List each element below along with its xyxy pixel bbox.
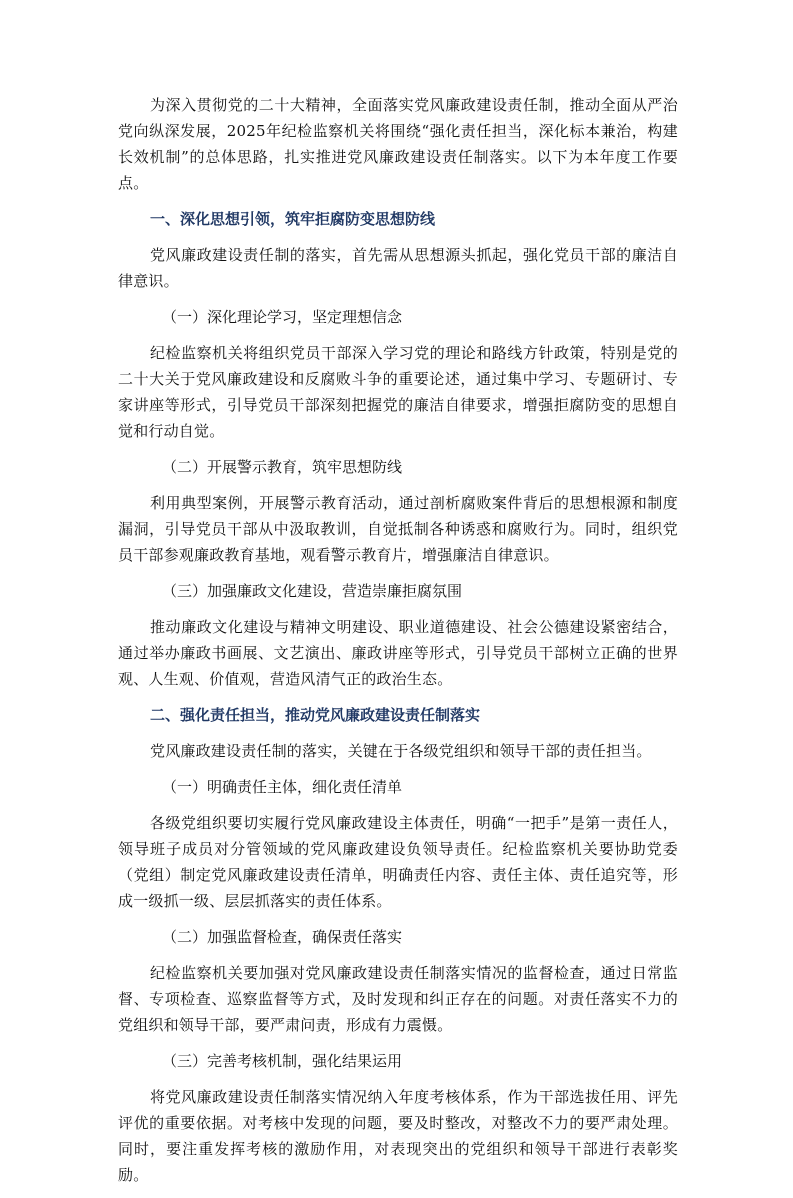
section2-sub3-title: （三）完善考核机制，强化结果运用 — [162, 1052, 403, 1070]
section2-sub3-body: 将党风廉政建设责任制落实情况纳入年度考核体系，作为干部选拔任用、评先评优的重要依据。对考核中发现的问题，要及时整改，对整改不力的要严肃处理。同时，要注重发挥考核的激励作用，对表现突出的党组织和领导干部进行表彰奖励。 — [118, 1088, 678, 1184]
section1-lead: 党风廉政建设责任制的落实，首先需从思想源头抓起，强化党员干部的廉洁自律意识。 — [118, 246, 678, 290]
section2-sub2-body: 纪检监察机关要加强对党风廉政建设责任制落实情况的监督检查，通过日常监督、专项检查、巡察监督等方式，及时发现和纠正存在的问题。对责任落实不力的党组织和领导干部，要严肃问责，形成有力震慑。 — [118, 964, 678, 1034]
section2-lead: 党风廉政建设责任制的落实，关键在于各级党组织和领导干部的责任担当。 — [150, 742, 652, 760]
section1-sub2-body: 利用典型案例，开展警示教育活动，通过剖析腐败案件背后的思想根源和制度漏洞，引导党员干部从中汲取教训，自觉抵制各种诱惑和腐败行为。同时，组织党员干部参观廉政教育基地，观看警示教育片，增强廉洁自律意识。 — [118, 494, 678, 564]
section2-sub1-title: （一）明确责任主体，细化责任清单 — [162, 778, 403, 796]
section1-sub3-body: 推动廉政文化建设与精神文明建设、职业道德建设、社会公德建设紧密结合，通过举办廉政书画展、文艺演出、廉政讲座等形式，引导党员干部树立正确的世界观、人生观、价值观，营造风清气正的政治生态。 — [118, 618, 678, 688]
section2-sub2-title: （二）加强监督检查，确保责任落实 — [162, 928, 403, 946]
section1-heading: 一、深化思想引领，筑牢拒腐防变思想防线 — [150, 210, 436, 228]
intro-paragraph: 为深入贯彻党的二十大精神，全面落实党风廉政建设责任制，推动全面从严治党向纵深发展，2025年纪检监察机关将围绕“强化责任担当，深化标本兼治，构建长效机制”的总体思路，扎实推进党风廉政建设责任制落实。以下为本年度工作要点。 — [118, 96, 678, 192]
section1-sub2-title: （二）开展警示教育，筑牢思想防线 — [162, 458, 403, 476]
section1-sub1-title: （一）深化理论学习，坚定理想信念 — [162, 308, 403, 326]
section1-sub3-title: （三）加强廉政文化建设，营造崇廉拒腐氛围 — [162, 582, 463, 600]
section2-heading: 二、强化责任担当，推动党风廉政建设责任制落实 — [150, 706, 481, 724]
section1-sub1-body: 纪检监察机关将组织党员干部深入学习党的理论和路线方针政策，特别是党的二十大关于党风廉政建设和反腐败斗争的重要论述，通过集中学习、专题研讨、专家讲座等形式，引导党员干部深刻把握党的廉洁自律要求，增强拒腐防变的思想自觉和行动自觉。 — [118, 344, 678, 440]
document-page — [118, 92, 678, 1198]
section2-sub1-body: 各级党组织要切实履行党风廉政建设主体责任，明确“一把手”是第一责任人，领导班子成员对分管领域的党风廉政建设负领导责任。纪检监察机关要协助党委（党组）制定党风廉政建设责任清单，明确责任内容、责任主体、责任追究等，形成一级抓一级、层层抓落实的责任体系。 — [118, 814, 678, 910]
